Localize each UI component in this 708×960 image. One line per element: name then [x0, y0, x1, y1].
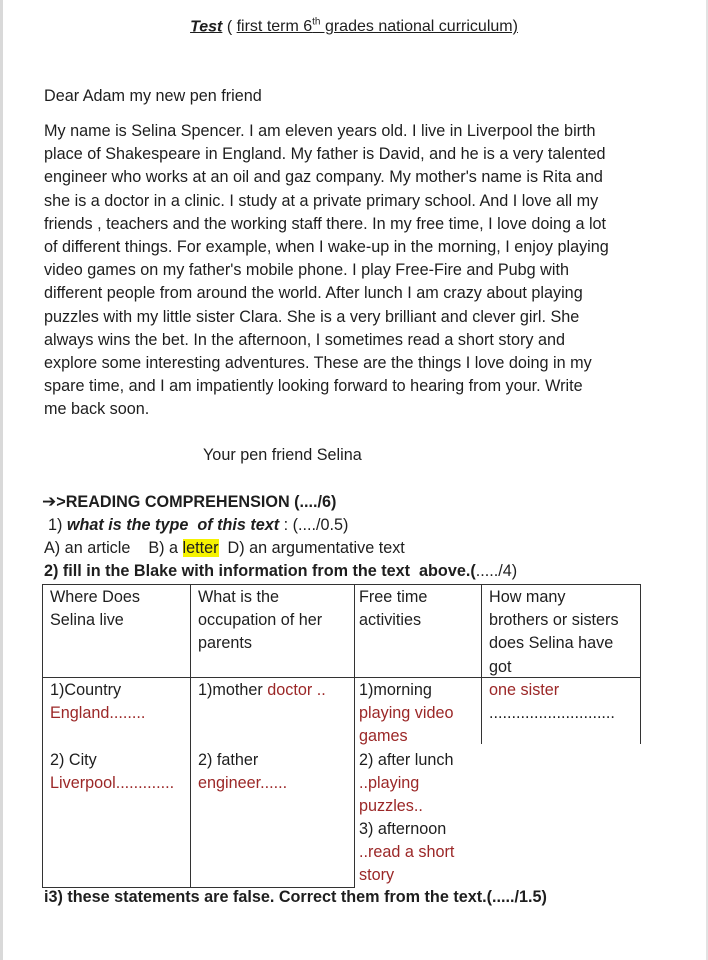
body-line: always wins the bet. In the afternoon, I sometimes read a short story and: [44, 330, 565, 349]
question-1: 1) what is the type of this text : (..../0.5): [48, 516, 349, 534]
cell-morning: 1)morning playing video games: [359, 681, 454, 746]
page-edge-left: [0, 0, 3, 960]
header-occupation-of-parents: What is the occupation of her parents: [198, 588, 323, 653]
cell-after-lunch: 2) after lunch ..playing puzzles..: [359, 751, 454, 816]
cell-afternoon: 3) afternoon ..read a short story: [359, 820, 455, 885]
answer-father: engineer......: [198, 774, 288, 793]
letter-body: [44, 120, 684, 421]
answer-mother: doctor ..: [267, 681, 326, 699]
cell-country: 1)Country England........: [50, 679, 145, 725]
answer-siblings: one sister: [489, 681, 560, 699]
body-line: friends , teachers and the working staff there. In my free time, I love doing a lot: [44, 214, 607, 233]
reading-comprehension-heading: ➔>READING COMPREHENSION (..../6): [42, 492, 337, 511]
body-line: explore some interesting adventures. These are the things I love doing in my: [44, 353, 592, 372]
header-where-does-selina-live: Where Does Selina live: [50, 588, 140, 630]
table-border: [640, 584, 641, 744]
body-line: My name is Selina Spencer. I am eleven years old. I live in Liverpool the birth: [44, 122, 596, 140]
body-line: engineer who works at an oil and gaz company. My mother's name is Rita and: [44, 168, 603, 187]
answer-country: England........: [50, 704, 146, 723]
answer-morning: playing video: [359, 704, 454, 723]
highlighted-answer: letter: [182, 539, 219, 557]
letter-signature: Your pen friend Selina: [203, 446, 362, 464]
answer-afternoon: ..read a short: [359, 843, 455, 862]
body-line: video games on my father's mobile phone. I play Free-Fire and Pubg with: [44, 261, 569, 280]
table-border: [190, 584, 191, 888]
question-2: 2) fill in the Blake with information from the text above.(...../4): [44, 562, 518, 580]
body-line: different people from around the world. After lunch I am crazy about playing: [44, 284, 583, 303]
body-line: of different things. For example, when I wake-up in the morning, I enjoy playing: [44, 237, 609, 256]
arrow-right-icon: ➔: [42, 492, 57, 511]
answer-after-lunch: ..playing: [359, 774, 420, 793]
table-border: [42, 584, 641, 585]
cell-siblings: one sister ............................: [489, 681, 615, 723]
cell-city: 2) City Liverpool.............: [50, 749, 174, 795]
answer-city: Liverpool.............: [50, 774, 175, 793]
body-line: puzzles with my little sister Clara. She is a very brilliant and clever girl. She: [44, 307, 580, 326]
body-line: spare time, and I am impatiently looking forward to hearing from your. Write: [44, 377, 583, 396]
question-1-options: A) an article B) a letter D) an argumentative text: [44, 539, 405, 557]
test-heading: Test ( first term 6th grades national curriculum): [190, 17, 518, 36]
letter-greeting: Dear Adam my new pen friend: [44, 87, 262, 105]
header-how-many-siblings: How many brothers or sisters does Selina have got: [489, 588, 619, 676]
table-border: [481, 584, 482, 744]
body-line: place of Shakespeare in England. My father is David, and he is a very talented: [44, 145, 606, 164]
body-line: me back soon.: [44, 400, 150, 419]
cell-mother: 1)mother doctor ..: [198, 681, 326, 699]
table-border: [354, 584, 355, 888]
table-border: [42, 584, 43, 888]
question-3: i3) these statements are false. Correct them from the text.(...../1.5): [44, 888, 547, 906]
header-free-time-activities: Free time activities: [359, 588, 428, 630]
cell-father: 2) father engineer......: [198, 749, 287, 795]
body-line: she is a doctor in a clinic. I study at a private primary school. And I love all my: [44, 191, 599, 210]
